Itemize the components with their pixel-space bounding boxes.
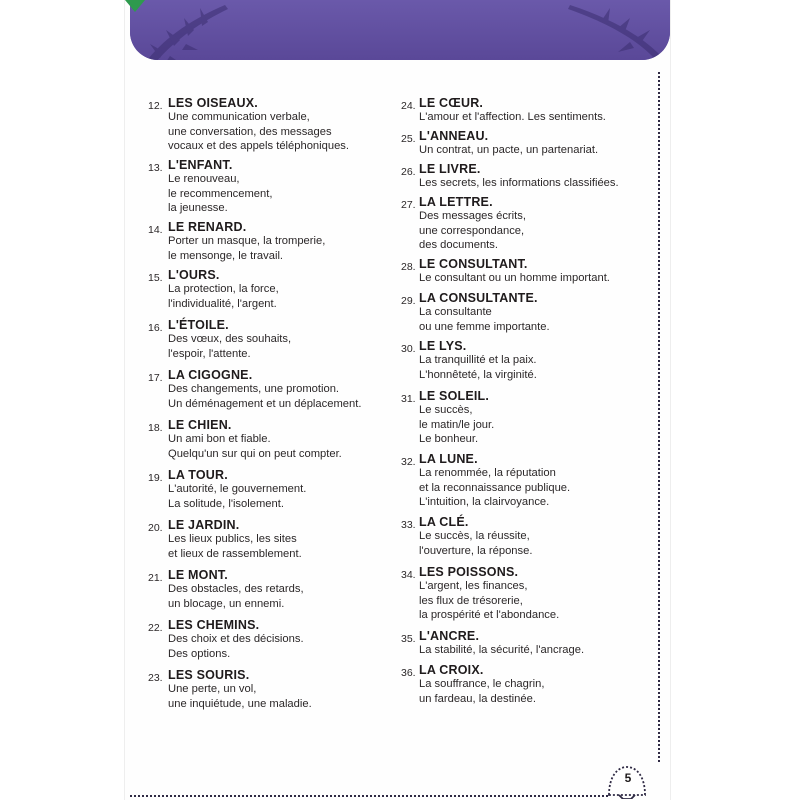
item-title: LA CONSULTANTE. xyxy=(419,291,538,305)
item-number: 20. xyxy=(148,522,163,534)
item-number: 21. xyxy=(148,572,163,584)
item-description: Les lieux publics, les sites et lieux de rassemblement. xyxy=(168,533,302,560)
item-number: 25. xyxy=(401,133,416,145)
item-number: 35. xyxy=(401,633,416,645)
item-number: 19. xyxy=(148,472,163,484)
item-number: 28. xyxy=(401,261,416,273)
item-title: L'OURS. xyxy=(168,268,220,282)
list-item xyxy=(148,668,384,718)
list-item xyxy=(401,162,663,195)
item-number: 17. xyxy=(148,372,163,384)
item-number: 33. xyxy=(401,519,416,531)
palm-leaf-icon xyxy=(125,0,145,14)
list-item xyxy=(401,565,663,629)
item-title: LE LYS. xyxy=(419,339,467,353)
list-item xyxy=(401,96,663,129)
item-number: 12. xyxy=(148,100,163,112)
item-title: LE CŒUR. xyxy=(419,96,484,110)
list-item xyxy=(401,257,663,291)
item-number: 30. xyxy=(401,343,416,355)
item-description: Des choix et des décisions. Des options. xyxy=(168,633,304,660)
item-description: L'argent, les finances, les flux de trésorerie, la prospérité et l'abondance. xyxy=(419,580,560,621)
list-item xyxy=(401,129,663,162)
list-item xyxy=(148,568,384,618)
item-description: Des messages écrits, une correspondance, des documents. xyxy=(419,210,526,251)
item-title: LA LUNE. xyxy=(419,452,478,466)
item-description: Un ami bon et fiable. Quelqu'un sur qui on peut compter. xyxy=(168,433,342,460)
item-number: 24. xyxy=(401,100,416,112)
item-title: LES SOURIS. xyxy=(168,668,250,682)
item-number: 34. xyxy=(401,569,416,581)
item-title: LA TOUR. xyxy=(168,468,228,482)
item-number: 22. xyxy=(148,622,163,634)
item-description: Des vœux, des souhaits, l'espoir, l'attente. xyxy=(168,333,292,360)
item-description: Une perte, un vol, une inquiétude, une maladie. xyxy=(168,683,312,710)
list-item xyxy=(148,158,384,220)
list-item xyxy=(401,339,663,389)
dotted-border-right xyxy=(658,72,660,762)
item-number: 36. xyxy=(401,667,416,679)
item-description: La protection, la force, l'individualité, l'argent. xyxy=(168,283,279,310)
item-title: LES CHEMINS. xyxy=(168,618,260,632)
item-title: LES OISEAUX. xyxy=(168,96,258,110)
item-number: 14. xyxy=(148,224,163,236)
list-item xyxy=(148,518,384,568)
item-description: Le succès, la réussite, l'ouverture, la réponse. xyxy=(419,530,533,557)
item-title: L'ÉTOILE. xyxy=(168,318,229,332)
item-description: La consultante ou une femme importante. xyxy=(419,306,550,333)
list-item xyxy=(401,452,663,515)
item-description: Une communication verbale, une conversation, des messages vocaux et des appels téléphoniques. xyxy=(168,111,349,152)
item-title: LE CHIEN. xyxy=(168,418,232,432)
item-number: 29. xyxy=(401,295,416,307)
item-number: 15. xyxy=(148,272,163,284)
item-title: LE JARDIN. xyxy=(168,518,240,532)
item-title: LA CIGOGNE. xyxy=(168,368,253,382)
right-column xyxy=(401,96,663,711)
list-item xyxy=(148,468,384,518)
item-title: LA CROIX. xyxy=(419,663,484,677)
item-title: L'ANNEAU. xyxy=(419,129,489,143)
list-item xyxy=(148,96,384,158)
list-item xyxy=(148,268,384,318)
item-description: La souffrance, le chagrin, un fardeau, la destinée. xyxy=(419,678,545,705)
item-description: Les secrets, les informations classifiées. xyxy=(419,177,619,189)
list-item xyxy=(148,220,384,268)
item-number: 23. xyxy=(148,672,163,684)
item-description: Des obstacles, des retards, un blocage, un ennemi. xyxy=(168,583,304,610)
list-item xyxy=(401,195,663,257)
item-description: Porter un masque, la tromperie, le mensonge, le travail. xyxy=(168,235,326,262)
item-description: Le renouveau, le recommencement, la jeunesse. xyxy=(168,173,273,214)
item-description: L'autorité, le gouvernement. La solitude, l'isolement. xyxy=(168,483,307,510)
list-item xyxy=(148,418,384,468)
item-title: LE RENARD. xyxy=(168,220,247,234)
item-description: La renommée, la réputation et la reconnaissance publique. L'intuition, la clairvoyance. xyxy=(419,467,571,508)
list-item xyxy=(401,389,663,452)
item-number: 26. xyxy=(401,166,416,178)
list-item xyxy=(401,291,663,339)
item-description: Un contrat, un pacte, un partenariat. xyxy=(419,144,599,156)
item-title: LE CONSULTANT. xyxy=(419,257,528,271)
item-number: 32. xyxy=(401,456,416,468)
item-title: LES POISSONS. xyxy=(419,565,519,579)
header-banner xyxy=(130,0,670,60)
list-item xyxy=(401,515,663,565)
item-description: La stabilité, la sécurité, l'ancrage. xyxy=(419,644,585,656)
item-title: LE LIVRE. xyxy=(419,162,481,176)
dotted-border-bottom xyxy=(130,795,608,797)
item-description: Le consultant ou un homme important. xyxy=(419,272,610,284)
page-number: 5 xyxy=(624,771,632,785)
item-title: LA CLÉ. xyxy=(419,515,469,529)
list-item xyxy=(401,629,663,663)
item-description: L'amour et l'affection. Les sentiments. xyxy=(419,111,606,123)
item-description: La tranquillité et la paix. L'honnêteté, la virginité. xyxy=(419,354,537,381)
item-title: LA LETTRE. xyxy=(419,195,493,209)
item-description: Le succès, le matin/le jour. Le bonheur. xyxy=(419,404,495,445)
item-title: L'ENFANT. xyxy=(168,158,233,172)
left-column xyxy=(148,96,384,718)
item-number: 18. xyxy=(148,422,163,434)
item-title: LE MONT. xyxy=(168,568,228,582)
item-title: L'ANCRE. xyxy=(419,629,480,643)
item-number: 31. xyxy=(401,393,416,405)
item-description: Des changements, une promotion. Un déménagement et un déplacement. xyxy=(168,383,362,410)
item-number: 13. xyxy=(148,162,163,174)
list-item xyxy=(148,368,384,418)
list-item xyxy=(148,618,384,668)
palm-leaf-icon xyxy=(550,0,670,60)
item-title: LE SOLEIL. xyxy=(419,389,490,403)
item-number: 27. xyxy=(401,199,416,211)
palm-leaf-icon xyxy=(130,0,250,60)
list-item xyxy=(401,663,663,711)
list-item xyxy=(148,318,384,368)
item-number: 16. xyxy=(148,322,163,334)
